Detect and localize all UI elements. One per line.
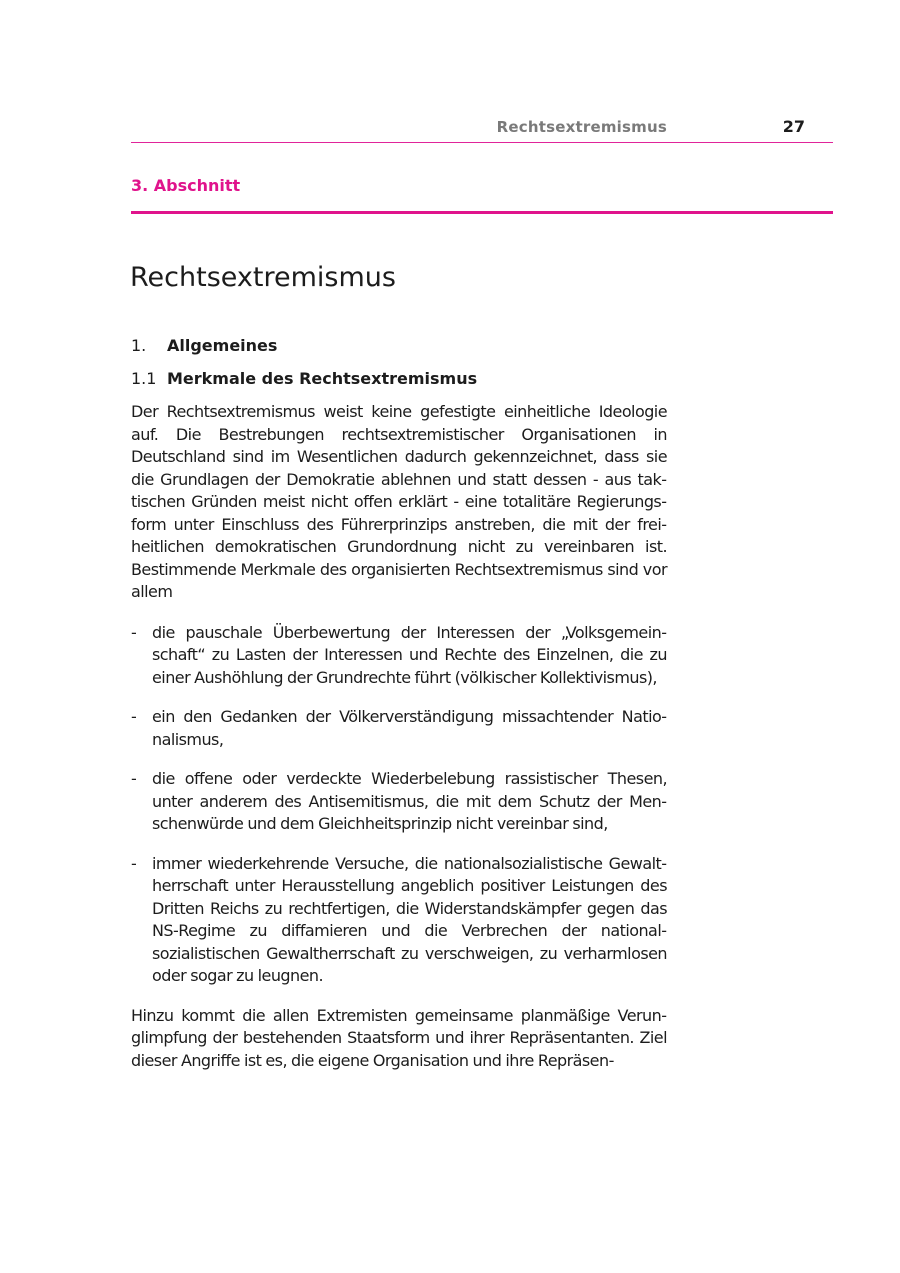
list-item bbox=[131, 706, 667, 751]
list-item bbox=[131, 768, 667, 836]
section-label: 3. Abschnitt bbox=[131, 176, 241, 195]
bullet-dash: - bbox=[131, 622, 137, 642]
bullet-dash: - bbox=[131, 853, 137, 873]
bullet-dash: - bbox=[131, 707, 137, 726]
closing-paragraph: Hinzu kommt die allen Extremisten gemeinsame planmäßige Verunglimpfung der bestehenden Staatsform und ihrer Repräsentanten. Ziel dieser Angriffe ist es, die eigene Organisation und ihre Repräsen- bbox=[131, 1005, 667, 1070]
heading-allgemeines bbox=[131, 336, 277, 355]
list-item-text: die pauschale Überbewertung der Interessen der „Volksgemeinschaft“ zu Lasten der Interessen und Rechte des Einzelnen, die zu einer Aushöhlung der Grundrechte führt (völkischer Kollektivismus), bbox=[152, 622, 667, 687]
section-divider bbox=[131, 211, 833, 214]
body-text bbox=[131, 401, 667, 1090]
heading-merkmale bbox=[131, 369, 477, 388]
bullet-dash: - bbox=[131, 769, 137, 788]
characteristics-list bbox=[131, 622, 667, 988]
list-item-text: immer wiederkehrende Versuche, die nationalsozialistische Gewaltherrschaft unter Herausstellung angeblich positiver Leistungen des Dritten Reichs zu rechtfertigen, die Widerstandskämpfer gegen das NS-Regime zu diffamieren und die Verbrechen der nationalsozialistischen Gewaltherrschaft zu verschweigen, zu verharmlosen oder sogar zu leugnen. bbox=[152, 853, 667, 985]
list-item-text: ein den Gedanken der Völkerverständigung missachtender Nationalismus, bbox=[152, 707, 667, 749]
intro-paragraph: Der Rechtsextremismus weist keine gefestigte einheitliche Ideologie auf. Die Bestrebungen rechtsextremistischer Organisationen in Deutschland sind im Wesentlichen dadurch gekennzeichnet, dass sie die Grundlagen der Demokratie ablehnen und statt dessen - aus taktischen Gründen meist nicht offen erklärt - eine totalitäre Regierungsform unter Einschluss des Führerprinzips anstreben, die mit der freiheitlichen demokratischen Grundordnung nicht zu vereinbaren ist. Bestimmende Merkmale des organisierten Rechtsextremismus sind vor allem bbox=[131, 402, 667, 601]
list-item bbox=[131, 853, 667, 988]
heading-text: Allgemeines bbox=[167, 336, 278, 355]
list-item-text: die offene oder verdeckte Wiederbelebung rassistischer Thesen, unter anderem des Antisemitismus, die mit dem Schutz der Menschenwürde und dem Gleichheitsprinzip nicht vereinbar sind, bbox=[152, 769, 667, 833]
heading-number: 1. bbox=[131, 336, 147, 355]
list-item bbox=[131, 622, 667, 690]
chapter-title: Rechtsextremismus bbox=[130, 262, 396, 293]
heading-number: 1.1 bbox=[131, 369, 157, 388]
heading-text: Merkmale des Rechtsextremismus bbox=[167, 369, 478, 388]
page-number: 27 bbox=[782, 117, 805, 136]
running-header bbox=[131, 116, 833, 143]
running-title: Rechtsextremismus bbox=[496, 118, 667, 136]
